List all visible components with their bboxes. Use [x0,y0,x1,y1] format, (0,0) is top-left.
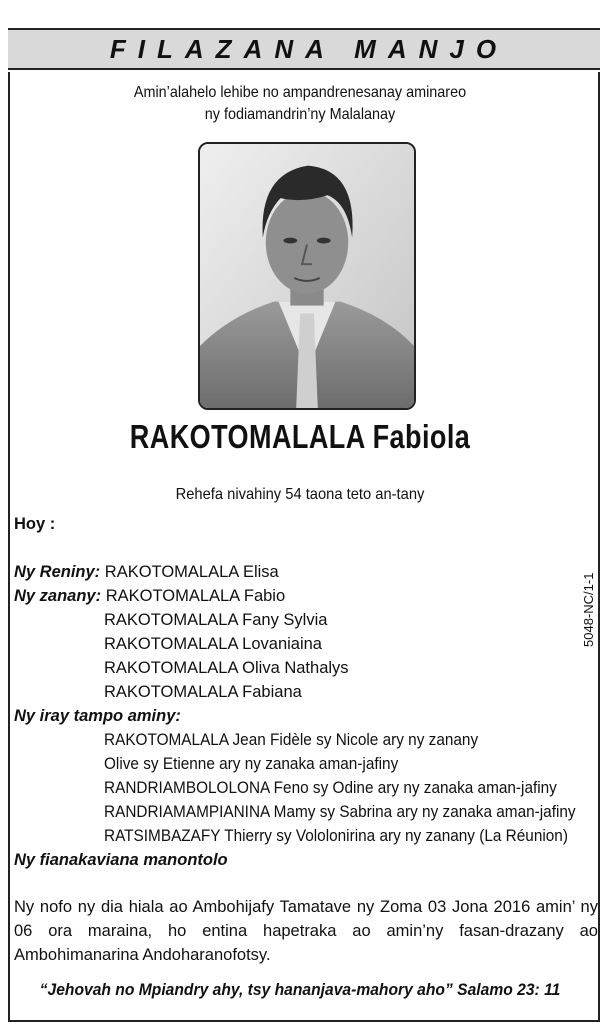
relative-entry: RANDRIAMAMPIANINA Mamy sy Sabrina ary ny zanaka aman-jafiny [104,803,576,821]
sibling-name: RAKOTOMALALA Fabio [105,587,286,605]
parent-name: RAKOTOMALALA Elisa [104,563,279,581]
relative-entry: RANDRIAMBOLOLONA Feno sy Odine ary ny zanaka aman-jafiny [104,779,557,797]
sibling-name: RAKOTOMALALA Fany Sylvia [104,611,328,629]
page-header [8,28,600,70]
relatives-label: Ny iray tampo aminy: [14,707,181,725]
intro-text [30,82,570,126]
relative-entry: Olive sy Etienne ary ny zanaka aman-jafiny [104,755,399,773]
relative-entry: RAKOTOMALALA Jean Fidèle sy Nicole ary ny zanany [104,731,479,749]
intro-line-1: Amin’alahelo lehibe no ampandrenesanay aminareo [133,84,467,101]
sibling-name: RAKOTOMALALA Fabiana [104,683,302,701]
portrait-image [200,144,414,408]
siblings-label: Ny zanany: [14,587,102,605]
family-list [14,512,600,872]
funeral-info: Ny nofo ny dia hiala ao Ambohijafy Tamatave ny Zoma 03 Jona 2016 amin’ ny 06 ora maraina, ho entina hapetraka ao amin’ny fasan-drazany ao Ambohimanarina Andoharanofotsy. [14,898,598,964]
reference-code: 5048-NC/1-1 [581,572,596,647]
portrait-photo [198,142,416,410]
sibling-name: RAKOTOMALALA Oliva Nathalys [104,659,349,677]
intro-line-2: ny fodiamandrin’ny Malalanay [204,106,396,123]
extended-family-label: Ny fianakaviana manontolo [14,851,228,869]
age-line: Rehefa nivahiny 54 taona teto an-tany [175,486,425,503]
sibling-name: RAKOTOMALALA Lovaniaina [104,635,322,653]
parents-label: Ny Reniny: [14,563,101,581]
bible-verse: “Jehovah no Mpiandry ahy, tsy hananjava-mahory aho” Salamo 23: 11 [39,980,561,999]
header-title: FILAZANA MANJO [109,33,509,64]
hoy-label: Hoy : [14,515,56,533]
relative-entry: RATSIMBAZAFY Thierry sy Vololonirina ary ny zanany (La Réunion) [104,827,568,845]
deceased-name: RAKOTOMALALA Fabiola [129,418,471,455]
